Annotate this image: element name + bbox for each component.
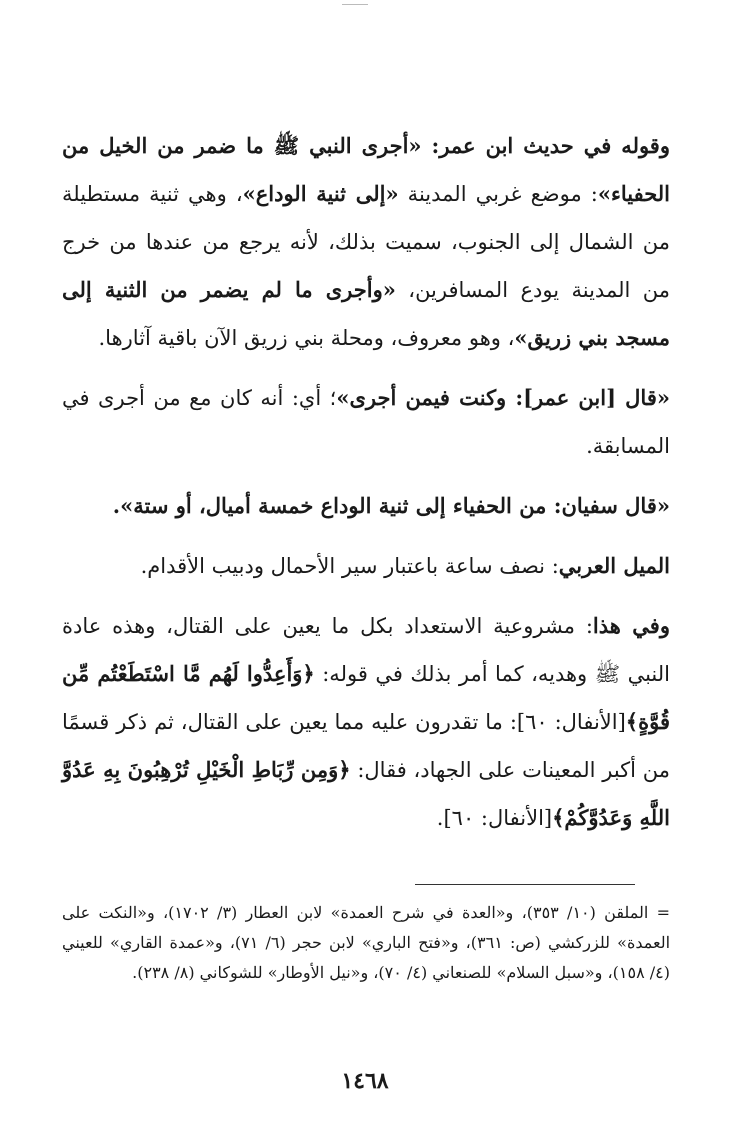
paragraph-5 — [62, 602, 670, 842]
paragraph-4 — [62, 542, 670, 590]
paragraph-2 — [62, 374, 670, 470]
footnote-text: = الملقن (١٠/ ٣٥٣)، و«العدة في شرح العمدة» لابن العطار (٣/ ١٧٠٢)، و«النكت على العمدة» للزركشي (ص: ٣٦١)، و«فتح الباري» لابن حجر (٦/ ٧١)، و«عمدة القاري» للعيني (٤/ ١٥٨)، و«سبل السلام» للصنعاني (٤/ ٧٠)، و«نيل الأوطار» للشوكاني (٨/ ٢٣٨). — [62, 903, 671, 982]
p5-segment-6: [الأنفال: ٦٠]. — [436, 806, 553, 830]
p2-segment-2: ؛ أي: أنه كان مع من أجرى في المسابقة. — [62, 386, 670, 458]
p1-segment-4: ، وهي ثنية مستطيلة من الشمال إلى الجنوب، سميت بذلك، لأنه يرجع من عندها من خرج من المدينة يودع المسافرين، — [62, 182, 670, 302]
p1-segment-2: : موضع غربي المدينة — [398, 182, 598, 206]
p3-segment-1: «قال سفيان: من الحفياء إلى ثنية الوداع خمسة أميال، أو ستة». — [112, 493, 670, 518]
p5-segment-2: : مشروعية الاستعداد بكل ما يعين على القتال، وهذه عادة النبي ﷺ وهديه، كما أمر بذلك في قوله: — [62, 614, 670, 686]
p2-segment-1: «قال [ابن عمر]: وكنت فيمن أجرى» — [336, 385, 670, 410]
p5-quran-verse-1: ﴿وَأَعِدُّوا لَهُم مَّا اسْتَطَعْتُم مِّن قُوَّةٍ﴾ — [62, 661, 670, 734]
p5-segment-4: [الأنفال: ٦٠]: ما تقدرون عليه مما يعين على القتال، ثم ذكر قسمًا من أكبر المعينات على الجهاد، فقال: — [62, 710, 671, 782]
paragraph-3 — [62, 482, 670, 530]
p5-segment-1: وفي هذا — [592, 613, 670, 638]
p5-quran-verse-2: ﴿وَمِن رِّبَاطِ الْخَيْلِ تُرْهِبُونَ بِهِ عَدُوَّ اللَّهِ وَعَدُوَّكُمْ﴾ — [62, 757, 670, 830]
paragraph-1 — [62, 122, 670, 362]
top-decorative-rule — [342, 4, 368, 5]
footnote-separator — [415, 884, 635, 885]
page-number: ١٤٦٨ — [341, 1068, 389, 1094]
footnotes — [62, 898, 670, 988]
p1-segment-1: وقوله في حديث ابن عمر: «أجرى النبي ﷺ ما ضمر من الخيل من الحفياء» — [62, 133, 671, 206]
p1-segment-5: «وأجرى ما لم يضمر من الثنية إلى مسجد بني زريق» — [62, 277, 670, 350]
p4-segment-1: الميل العربي — [558, 553, 670, 578]
p1-segment-6: ، وهو معروف، ومحلة بني زريق الآن باقية آثارها. — [98, 326, 515, 350]
p4-segment-2: : نصف ساعة باعتبار سير الأحمال ودبيب الأقدام. — [140, 554, 559, 578]
p1-segment-3: «إلى ثنية الوداع» — [242, 181, 399, 206]
main-text-body — [62, 122, 670, 854]
